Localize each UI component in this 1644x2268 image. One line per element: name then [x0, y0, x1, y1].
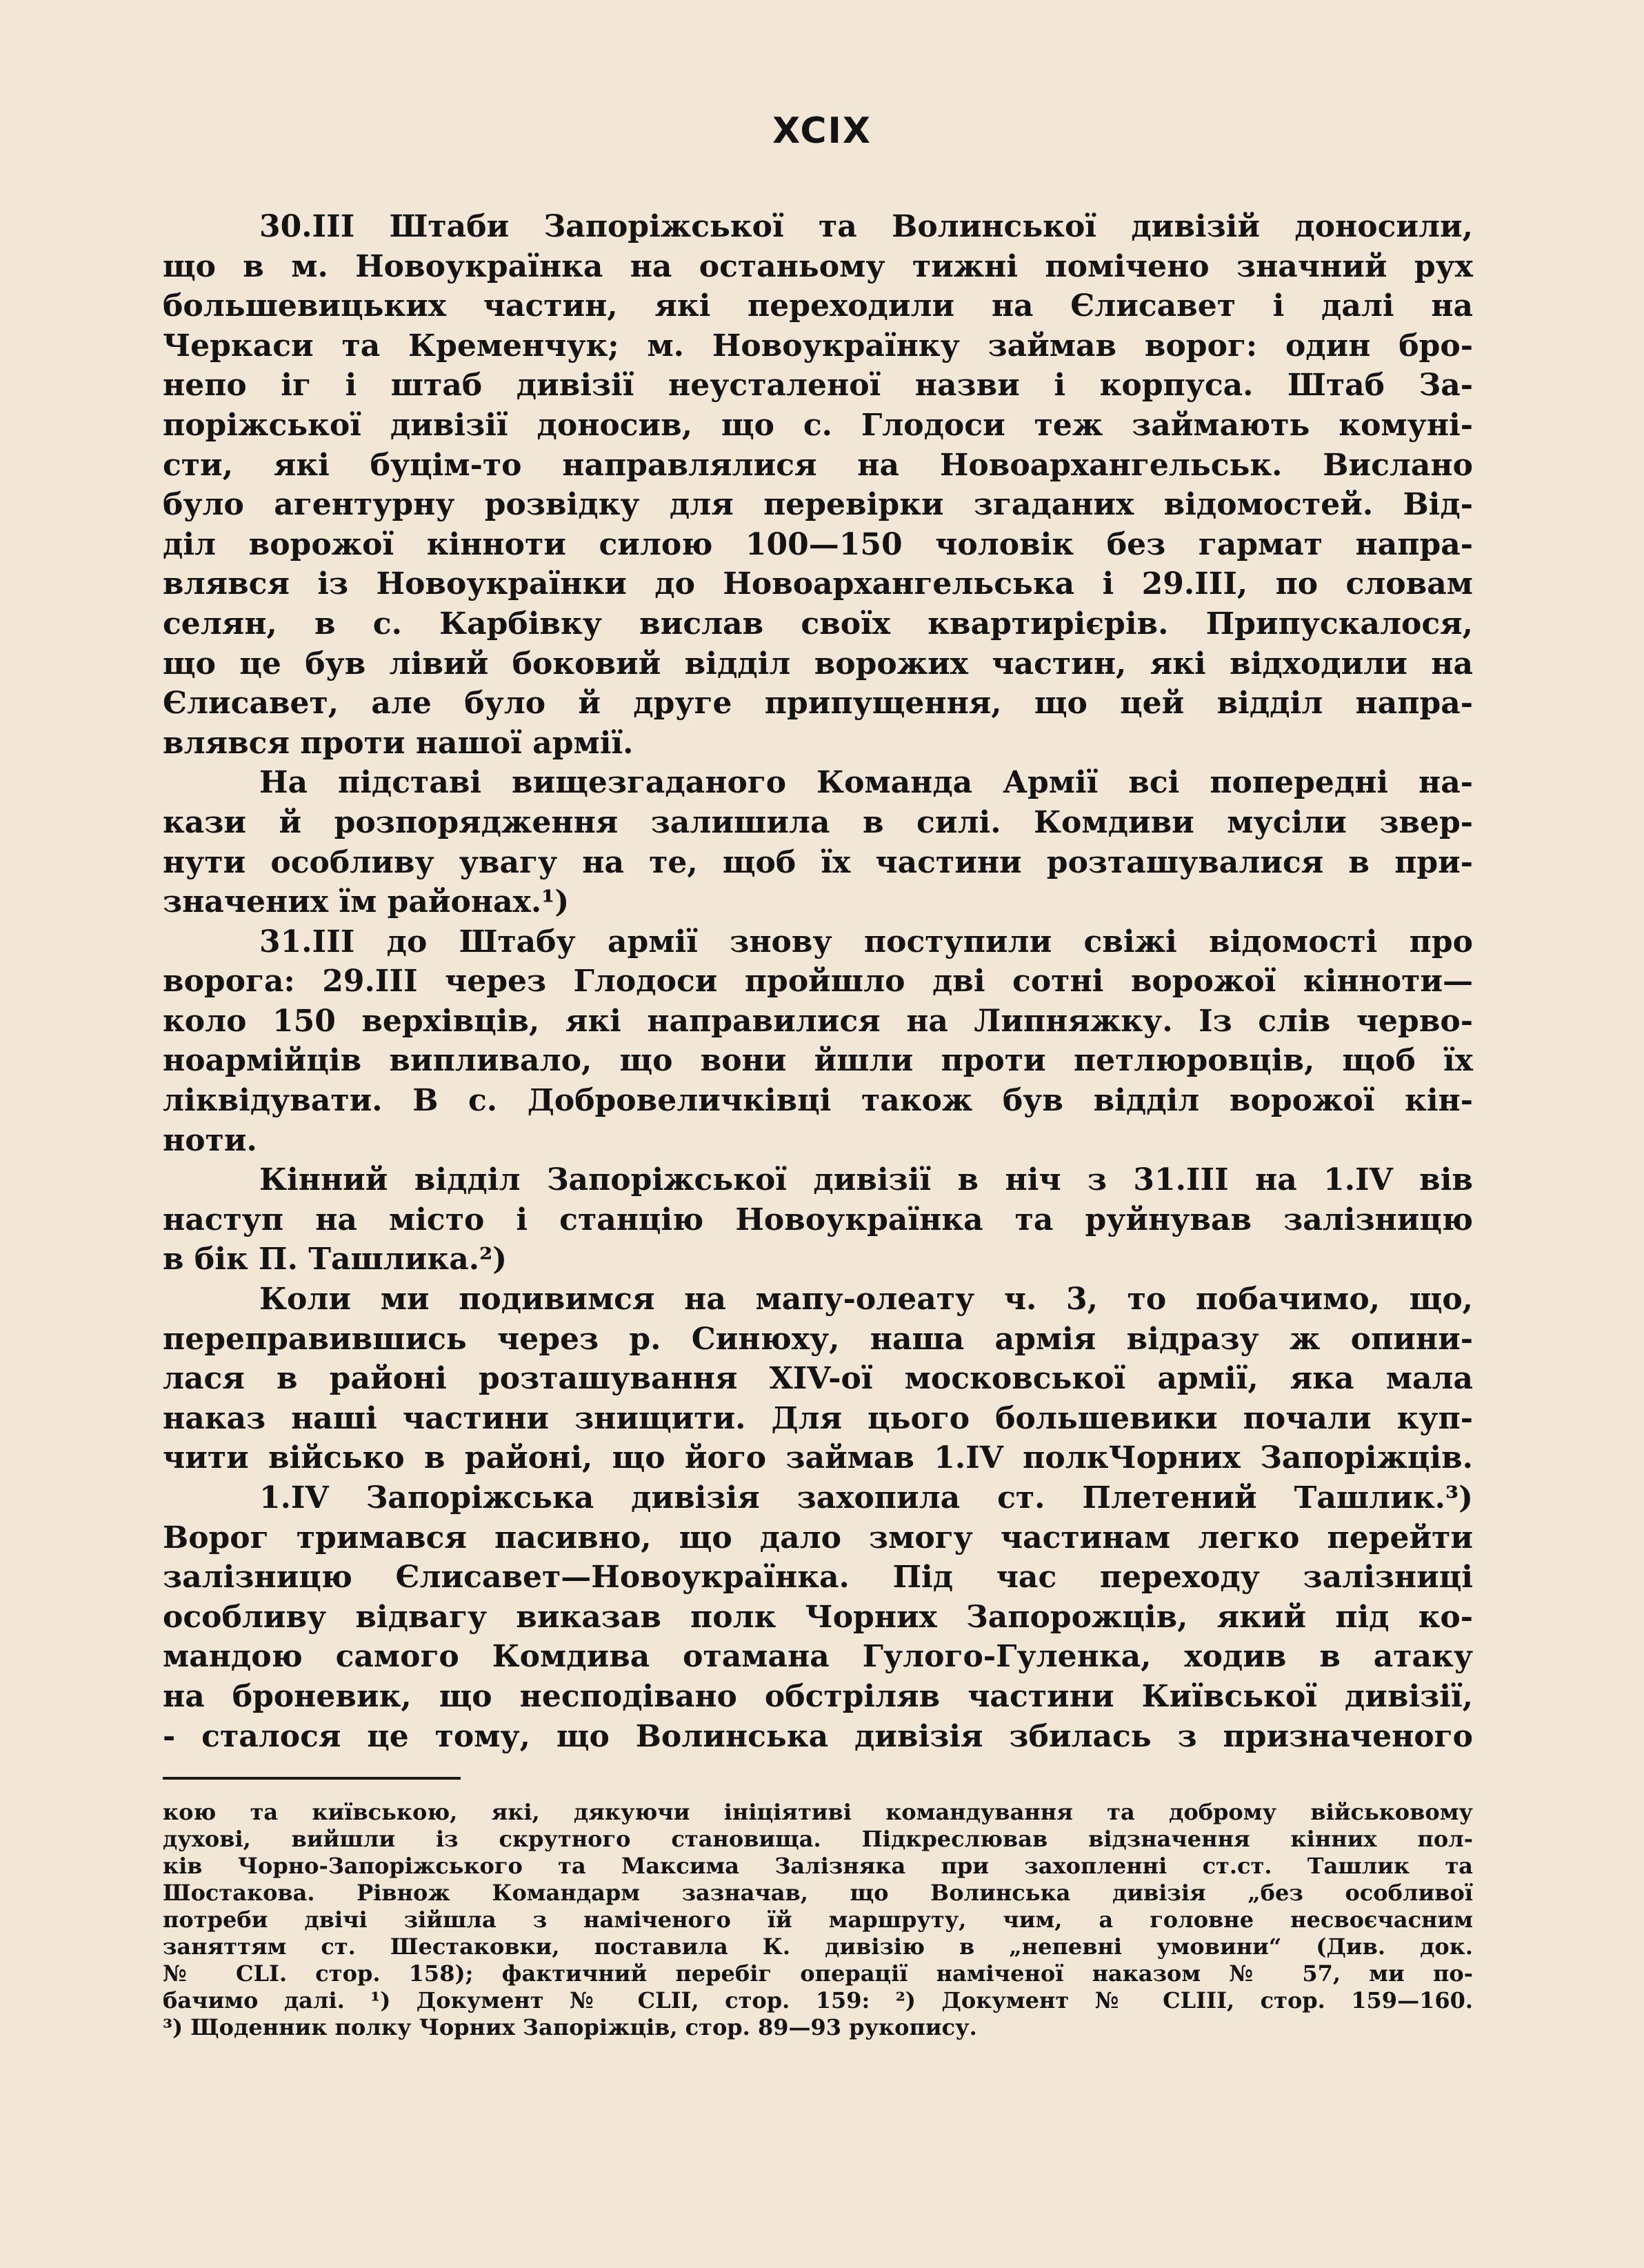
body-line: ворога: 29.III через Глодоси пройшло дві сотні ворожої кінноти—	[163, 964, 1473, 999]
body-line: що в м. Новоукраїнка на останьому тижні помічено значний рух	[163, 248, 1473, 284]
body-line: мандою самого Комдива отамана Гулого-Гуленка, ходив в атаку	[163, 1639, 1473, 1675]
body-line: Єлисавет, але було й друге припущення, що цей відділ напра-	[163, 686, 1473, 722]
body-line: 31.III до Штабу армії знову поступили свіжі відомості про	[259, 924, 1473, 959]
body-line: кази й розпорядження залишила в силі. Комдиви мусіли звер-	[163, 804, 1473, 840]
body-line: На підставі вищезгаданого Команда Армії всі попередні на-	[259, 765, 1473, 801]
footnote-line: Шостакова. Рівнож Командарм зазначав, що Волинська дивізія „без особливої	[163, 1880, 1473, 1906]
footnote-line: потреби двічі зійшла з наміченого їй маршруту, чим, а головне несвоєчасним	[163, 1907, 1473, 1933]
body-line: наказ наші частини знищити. Для цього большевики почали куп-	[163, 1400, 1473, 1436]
body-line: коло 150 верхівців, які направилися на Липняжку. Із слів черво-	[163, 1003, 1473, 1039]
body-line: большевицьких частин, які переходили на Єлисавет і далі на	[163, 288, 1473, 324]
body-line: ноти.	[163, 1122, 257, 1158]
body-line: що це був лівий боковий відділ ворожих частин, які відходили на	[163, 646, 1473, 682]
body-line: сти, які буцім-то направлялися на Новоархангельськ. Вислано	[163, 447, 1473, 483]
body-line: наступ на місто і станцію Новоукраїнка та руйнував залізницю	[163, 1202, 1473, 1237]
body-line: селян, в с. Карбівку вислав своїх квартирієрів. Припускалося,	[163, 606, 1473, 641]
body-line: діл ворожої кінноти силою 100—150 чоловік без гармат напра-	[163, 526, 1473, 562]
body-line: особливу відвагу виказав полк Чорних Запорожців, який під ко-	[163, 1599, 1473, 1635]
body-line: переправившись через р. Синюху, наша армія відразу ж опини-	[163, 1321, 1473, 1357]
footnote-divider	[163, 1777, 461, 1780]
footnote-line: № CLI. стор. 158); фактичний перебіг операції наміченої наказом № 57, ми по-	[163, 1960, 1473, 1987]
body-line: 1.IV Запоріжська дивізія захопила ст. Плетений Ташлик.³)	[259, 1480, 1473, 1515]
footnote-line: кою та київською, які, дякуючи ініціятиві командування та доброму військовому	[163, 1799, 1473, 1825]
footnote-line: заняттям ст. Шестаковки, поставила К. дивізію в „непевні умовини“ (Див. док.	[163, 1933, 1473, 1960]
body-line: Черкаси та Кременчук; м. Новоукраїнку займав ворог: один бро-	[163, 328, 1473, 364]
body-line: влявся із Новоукраїнки до Новоархангельська і 29.III, по словам	[163, 566, 1473, 602]
body-line: 30.III Штаби Запоріжської та Волинської дивізій доносили,	[259, 209, 1473, 244]
body-line: залізницю Єлисавет—Новоукраїнка. Під час переходу залізниці	[163, 1560, 1473, 1595]
footnote-line: ків Чорно-Запоріжського та Максима Залізняка при захопленні ст.ст. Ташлик та	[163, 1853, 1473, 1879]
body-line: нути особливу увагу на те, щоб їх частини розташувалися в при-	[163, 844, 1473, 880]
body-line: чити військо в районі, що його займав 1.IV полкЧорних Запоріжців.	[163, 1440, 1473, 1476]
body-line: було агентурну розвідку для перевірки згаданих відомостей. Від-	[163, 487, 1473, 523]
body-line: - сталося це тому, що Волинська дивізія збилась з призначеного	[163, 1718, 1473, 1754]
body-line: в бік П. Ташлика.²)	[163, 1242, 508, 1277]
body-line: значених їм районах.¹)	[163, 884, 570, 920]
body-line: Кінний відділ Запоріжської дивізії в ніч з 31.III на 1.IV вів	[259, 1162, 1473, 1198]
body-line: ноармійців випливало, що вони йшли проти петлюровців, щоб їх	[163, 1043, 1473, 1079]
footnotes	[163, 1799, 1473, 2041]
footnote-line: бачимо далі. ¹) Документ № CLII, стор. 159: ²) Документ № CLIII, стор. 159—160.	[163, 1987, 1473, 2013]
body-line: ліквідувати. В с. Добровеличківці також був відділ ворожої кін-	[163, 1083, 1473, 1119]
page-number: XCIX	[772, 110, 872, 152]
body-line: Ворог тримався пасивно, що дало змогу частинам легко перейти	[163, 1520, 1473, 1555]
footnote-line: духові, вийшли із скрутного становища. Підкреслював відзначення кінних пол-	[163, 1826, 1473, 1852]
body-line: влявся проти нашої армії.	[163, 725, 634, 761]
body-line: на броневик, що несподівано обстріляв частини Київської дивізії,	[163, 1678, 1473, 1714]
footnote-line: ³) Щоденник полку Чорних Запоріжців, стор. 89—93 рукопису.	[163, 2014, 977, 2040]
body-line: лася в районі розташування XIV-ої московської армії, яка мала	[163, 1361, 1473, 1397]
body-line: непо іг і штаб дивізії неусталеної назви і корпуса. Штаб За-	[163, 368, 1473, 404]
body-line: Коли ми подивимся на мапу-олеату ч. 3, то побачимо, що,	[259, 1282, 1473, 1317]
body-line: поріжської дивізії доносив, що с. Глодоси теж займають комуні-	[163, 407, 1473, 443]
body-text	[163, 207, 1473, 1756]
